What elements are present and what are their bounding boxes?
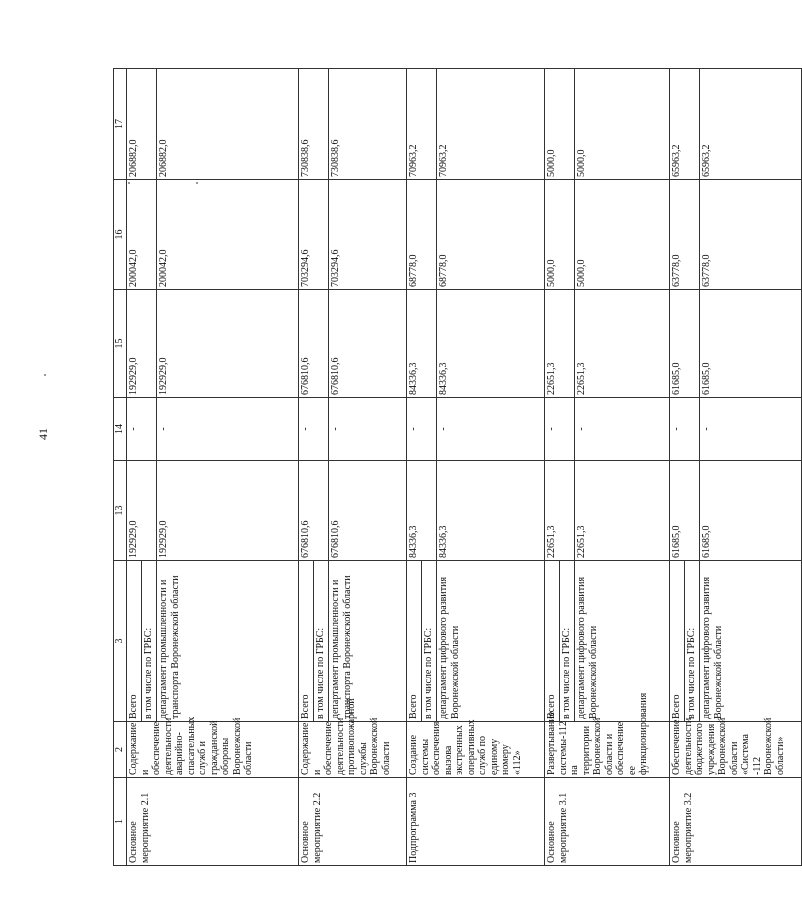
department-value-cell: 63778,0 [700, 180, 802, 290]
header-cell: 3 [114, 561, 127, 722]
total-value-cell: 61685,0 [670, 290, 700, 398]
total-label-cell: Всего [670, 561, 685, 722]
total-value-cell: 63778,0 [670, 180, 700, 290]
department-value-cell: 84336,3 [437, 461, 545, 561]
total-value-cell: - [127, 398, 157, 461]
total-value-cell: 70963,2 [407, 69, 437, 180]
measure-name-cell: Подпрограмма 3 [407, 778, 545, 866]
total-value-cell: 206882,0 [127, 69, 157, 180]
measure-name-cell: Основное мероприятие 3.1 [545, 778, 670, 866]
measure-description-cell: Развертывание системы-112 на территории Воронежской области и обеспечение ее функционирования [545, 722, 670, 778]
department-cell: департамент цифрового развития Воронежской области [700, 561, 802, 722]
measure-name-cell: Основное мероприятие 3.2 [670, 778, 802, 866]
total-value-cell: 730838,6 [299, 69, 329, 180]
incl-label-cell: в том числе по ГРБС: [422, 561, 437, 722]
incl-label-cell: в том числе по ГРБС: [314, 561, 329, 722]
header-cell: 2 [114, 722, 127, 778]
header-cell: 17 [114, 69, 127, 180]
total-value-cell: 676810,6 [299, 290, 329, 398]
department-value-cell: 22651,3 [575, 461, 670, 561]
page-number: 41 [36, 428, 50, 440]
header-row [114, 69, 127, 866]
total-value-cell: - [407, 398, 437, 461]
rotated-table-container [113, 69, 786, 866]
header-cell: 1 [114, 778, 127, 866]
department-value-cell: 61685,0 [700, 461, 802, 561]
header-cell: 15 [114, 290, 127, 398]
measure-description-cell: Содержание и обеспечение деятельности противопожарной службы Воронежской области [299, 722, 407, 778]
header-cell: 16 [114, 180, 127, 290]
total-value-cell: 703294,6 [299, 180, 329, 290]
department-value-cell: 676810,6 [329, 290, 407, 398]
scan-speck [44, 374, 46, 376]
department-cell: департамент цифрового развития Воронежской области [437, 561, 545, 722]
total-label-cell: Всего [407, 561, 422, 722]
total-value-cell: - [299, 398, 329, 461]
department-cell: департамент промышленности и транспорта Воронежской области [329, 561, 407, 722]
incl-label-cell: в том числе по ГРБС: [685, 561, 700, 722]
total-value-cell: 676810,6 [299, 461, 329, 561]
incl-label-cell: в том числе по ГРБС: [560, 561, 575, 722]
department-value-cell: 200042,0 [157, 180, 299, 290]
department-value-cell: 61685,0 [700, 290, 802, 398]
total-value-cell: 65963,2 [670, 69, 700, 180]
total-value-cell: 5000,0 [545, 69, 575, 180]
department-value-cell: - [329, 398, 407, 461]
header-cell: 14 [114, 398, 127, 461]
measure-name-cell: Основное мероприятие 2.2 [299, 778, 407, 866]
department-cell: департамент цифрового развития Воронежской области [575, 561, 670, 722]
total-value-cell: 84336,3 [407, 290, 437, 398]
department-value-cell: 192929,0 [157, 290, 299, 398]
department-value-cell: - [157, 398, 299, 461]
department-value-cell: - [437, 398, 545, 461]
total-value-cell: - [670, 398, 700, 461]
measure-description-cell: Обеспечение деятельности бюджетного учреждения Воронежской области «Система -112 Воронежской области» [670, 722, 802, 778]
department-value-cell: 703294,6 [329, 180, 407, 290]
total-value-cell: 22651,3 [545, 461, 575, 561]
incl-label-cell: в том числе по ГРБС: [142, 561, 157, 722]
department-value-cell: - [575, 398, 670, 461]
measure-description-cell: Создание системы обеспечения вызова экстренных оперативных служб по единому номеру «112» [407, 722, 545, 778]
total-row [407, 69, 422, 866]
total-row [299, 69, 314, 866]
department-value-cell: 68778,0 [437, 180, 545, 290]
department-value-cell: 70963,2 [437, 69, 545, 180]
budget-table [113, 68, 802, 866]
total-value-cell: - [545, 398, 575, 461]
total-row [545, 69, 560, 866]
department-value-cell: 22651,3 [575, 290, 670, 398]
total-value-cell: 5000,0 [545, 180, 575, 290]
total-value-cell: 192929,0 [127, 461, 157, 561]
total-value-cell: 192929,0 [127, 290, 157, 398]
total-row [127, 69, 142, 866]
total-label-cell: Всего [127, 561, 142, 722]
department-value-cell: 65963,2 [700, 69, 802, 180]
measure-description-cell: Содержание и обеспечение деятельности аварийно-спасательных служб и гражданской обороны Воронежской области [127, 722, 299, 778]
department-value-cell: 5000,0 [575, 180, 670, 290]
total-row [670, 69, 685, 866]
department-value-cell: 84336,3 [437, 290, 545, 398]
measure-name-cell: Основное мероприятие 2.1 [127, 778, 299, 866]
department-value-cell: 192929,0 [157, 461, 299, 561]
total-label-cell: Всего [299, 561, 314, 722]
department-value-cell: 206882,0 [157, 69, 299, 180]
header-cell: 13 [114, 461, 127, 561]
total-value-cell: 84336,3 [407, 461, 437, 561]
department-value-cell: - [700, 398, 802, 461]
department-value-cell: 730838,6 [329, 69, 407, 180]
total-value-cell: 68778,0 [407, 180, 437, 290]
total-value-cell: 61685,0 [670, 461, 700, 561]
department-value-cell: 676810,6 [329, 461, 407, 561]
department-cell: департамент промышленности и транспорта Воронежской области [157, 561, 299, 722]
department-value-cell: 5000,0 [575, 69, 670, 180]
total-label-cell: Всего [545, 561, 560, 722]
total-value-cell: 22651,3 [545, 290, 575, 398]
total-value-cell: 200042,0 [127, 180, 157, 290]
